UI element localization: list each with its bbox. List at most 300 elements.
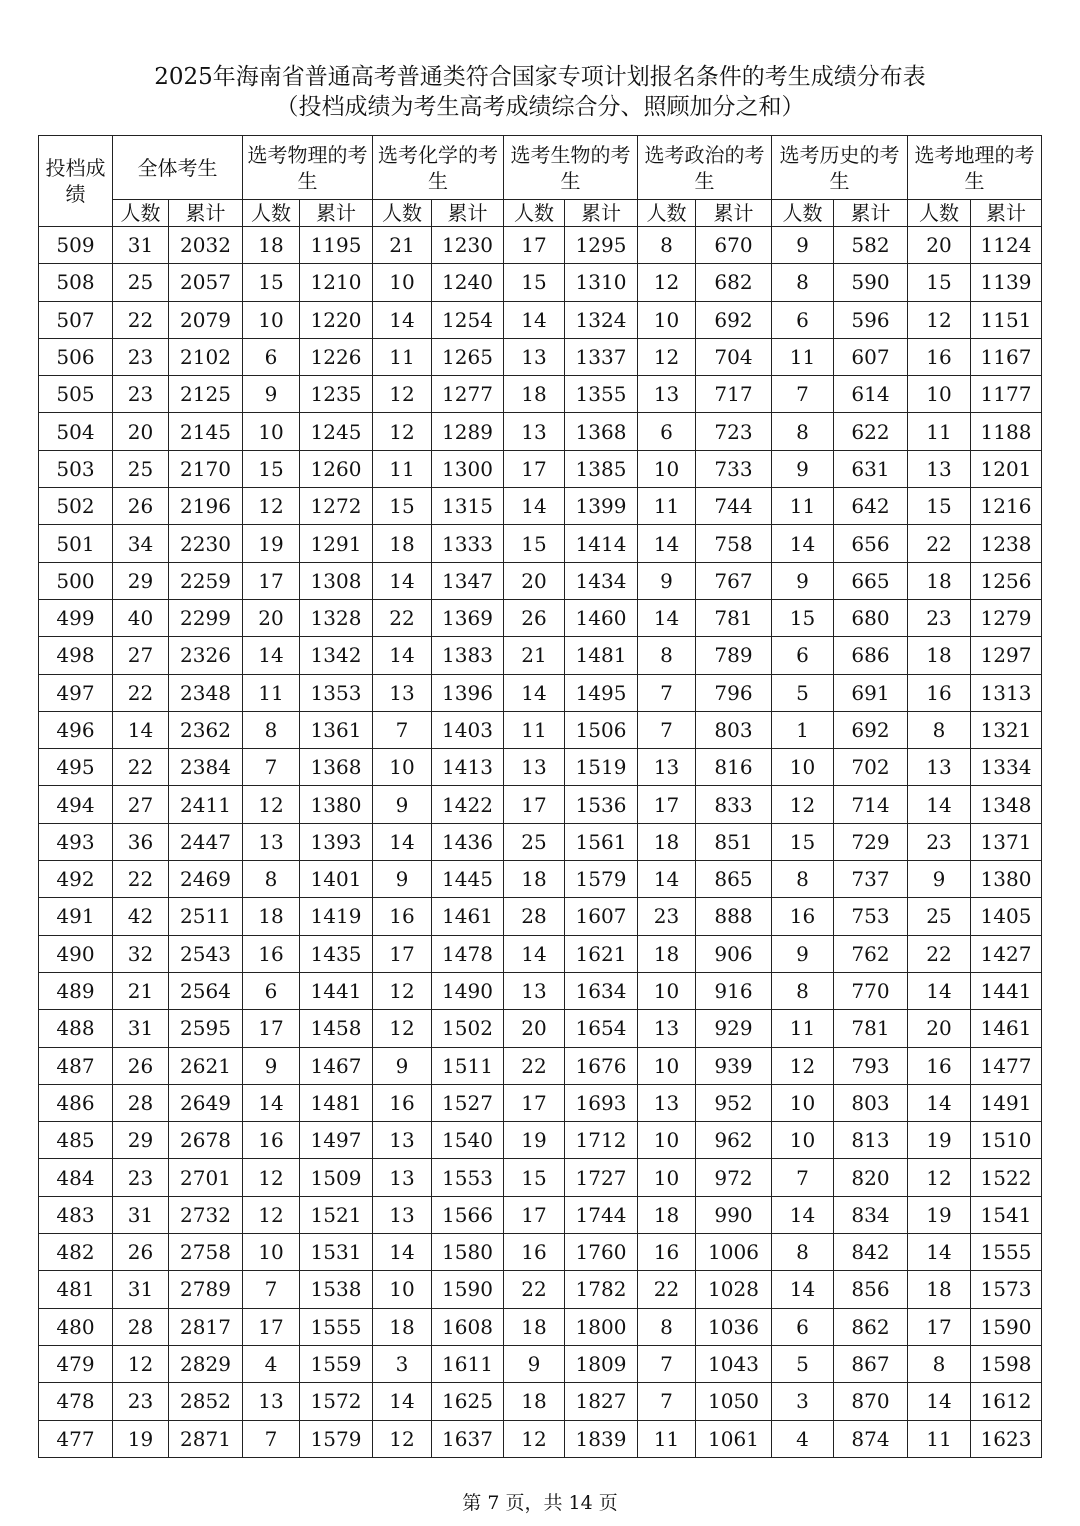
value-cell: 12 [113,1345,169,1382]
value-cell: 18 [908,637,971,674]
value-cell: 14 [504,488,565,525]
value-cell: 1240 [432,264,504,301]
value-cell: 10 [638,1159,696,1196]
value-cell: 18 [504,861,565,898]
score-cell: 477 [39,1420,113,1457]
value-cell: 8 [772,972,834,1009]
value-cell: 614 [834,376,908,413]
value-cell: 2196 [169,488,243,525]
value-cell: 14 [373,1383,432,1420]
value-cell: 14 [908,1084,971,1121]
value-cell: 744 [696,488,772,525]
score-cell: 486 [39,1084,113,1121]
value-cell: 7 [638,711,696,748]
score-cell: 478 [39,1383,113,1420]
value-cell: 23 [113,1383,169,1420]
value-cell: 12 [638,264,696,301]
value-cell: 1436 [432,823,504,860]
value-cell: 1315 [432,488,504,525]
value-cell: 2543 [169,935,243,972]
value-cell: 692 [834,711,908,748]
value-cell: 1342 [300,637,373,674]
value-cell: 906 [696,935,772,972]
value-cell: 9 [772,227,834,264]
value-cell: 8 [772,861,834,898]
value-cell: 1124 [971,227,1042,264]
value-cell: 8 [772,264,834,301]
value-cell: 1511 [432,1047,504,1084]
value-cell: 8 [638,227,696,264]
value-cell: 11 [772,488,834,525]
value-cell: 7 [243,1271,300,1308]
value-cell: 2678 [169,1122,243,1159]
value-cell: 1553 [432,1159,504,1196]
table-row [39,301,1042,338]
value-cell: 15 [908,488,971,525]
score-cell: 501 [39,525,113,562]
value-cell: 6 [772,637,834,674]
value-cell: 856 [834,1271,908,1308]
value-cell: 2125 [169,376,243,413]
value-cell: 1477 [971,1047,1042,1084]
value-cell: 1491 [971,1084,1042,1121]
value-cell: 14 [772,525,834,562]
value-cell: 1403 [432,711,504,748]
value-cell: 1611 [432,1345,504,1382]
value-cell: 8 [243,861,300,898]
value-cell: 18 [504,1308,565,1345]
value-cell: 17 [908,1308,971,1345]
value-cell: 2829 [169,1345,243,1382]
value-cell: 2621 [169,1047,243,1084]
score-cell: 481 [39,1271,113,1308]
score-cell: 489 [39,972,113,1009]
header-score: 投档成绩 [39,136,113,227]
value-cell: 11 [373,450,432,487]
value-cell: 1458 [300,1010,373,1047]
value-cell: 767 [696,562,772,599]
value-cell: 1308 [300,562,373,599]
value-cell: 1399 [565,488,638,525]
value-cell: 18 [638,823,696,860]
table-row [39,935,1042,972]
value-cell: 1555 [971,1234,1042,1271]
value-cell: 781 [834,1010,908,1047]
value-cell: 1478 [432,935,504,972]
value-cell: 22 [504,1047,565,1084]
value-cell: 15 [504,525,565,562]
value-cell: 15 [243,264,300,301]
value-cell: 642 [834,488,908,525]
value-cell: 1540 [432,1122,504,1159]
score-cell: 485 [39,1122,113,1159]
value-cell: 13 [638,749,696,786]
value-cell: 16 [373,1084,432,1121]
value-cell: 13 [243,1383,300,1420]
value-cell: 1782 [565,1271,638,1308]
value-cell: 9 [243,376,300,413]
value-cell: 18 [638,1196,696,1233]
value-cell: 12 [243,488,300,525]
value-cell: 1573 [971,1271,1042,1308]
value-cell: 14 [504,301,565,338]
value-cell: 17 [504,1196,565,1233]
value-cell: 8 [638,637,696,674]
value-cell: 12 [908,301,971,338]
value-cell: 686 [834,637,908,674]
page-title: 2025年海南省普通高考普通类符合国家专项计划报名条件的考生成绩分布表 [154,64,926,90]
value-cell: 17 [504,786,565,823]
value-cell: 22 [638,1271,696,1308]
value-cell: 15 [908,264,971,301]
value-cell: 1579 [300,1420,373,1457]
value-cell: 1310 [565,264,638,301]
value-cell: 23 [113,338,169,375]
value-cell: 10 [373,749,432,786]
value-cell: 16 [908,1047,971,1084]
value-cell: 17 [638,786,696,823]
value-cell: 2299 [169,599,243,636]
value-cell: 753 [834,898,908,935]
score-cell: 500 [39,562,113,599]
value-cell: 2871 [169,1420,243,1457]
value-cell: 21 [373,227,432,264]
table-row [39,1122,1042,1159]
value-cell: 11 [638,1420,696,1457]
value-cell: 13 [243,823,300,860]
header-group: 选考物理的考生 [243,136,373,200]
value-cell: 680 [834,599,908,636]
value-cell: 11 [772,338,834,375]
value-cell: 3 [772,1383,834,1420]
value-cell: 1654 [565,1010,638,1047]
value-cell: 1441 [300,972,373,1009]
value-cell: 13 [638,376,696,413]
table-row [39,264,1042,301]
value-cell: 1612 [971,1383,1042,1420]
table-row [39,749,1042,786]
value-cell: 22 [113,674,169,711]
value-cell: 590 [834,264,908,301]
value-cell: 23 [113,1159,169,1196]
value-cell: 14 [638,525,696,562]
value-cell: 691 [834,674,908,711]
value-cell: 2411 [169,786,243,823]
value-cell: 1712 [565,1122,638,1159]
header-group: 选考历史的考生 [772,136,908,200]
value-cell: 10 [243,301,300,338]
value-cell: 1188 [971,413,1042,450]
table-row [39,861,1042,898]
value-cell: 1561 [565,823,638,860]
value-cell: 939 [696,1047,772,1084]
value-cell: 1279 [971,599,1042,636]
table-row [39,1196,1042,1233]
value-cell: 607 [834,338,908,375]
value-cell: 27 [113,637,169,674]
value-cell: 17 [504,450,565,487]
value-cell: 16 [772,898,834,935]
value-cell: 1348 [971,786,1042,823]
value-cell: 2649 [169,1084,243,1121]
value-cell: 16 [243,935,300,972]
value-cell: 1265 [432,338,504,375]
value-cell: 1050 [696,1383,772,1420]
header-cumulative: 累计 [971,200,1042,227]
value-cell: 2230 [169,525,243,562]
value-cell: 1414 [565,525,638,562]
value-cell: 851 [696,823,772,860]
value-cell: 6 [243,338,300,375]
value-cell: 670 [696,227,772,264]
score-cell: 483 [39,1196,113,1233]
value-cell: 15 [772,599,834,636]
value-cell: 1490 [432,972,504,1009]
value-cell: 1235 [300,376,373,413]
value-cell: 12 [373,1420,432,1457]
value-cell: 737 [834,861,908,898]
header-cumulative: 累计 [565,200,638,227]
value-cell: 17 [243,562,300,599]
value-cell: 8 [243,711,300,748]
table-row [39,376,1042,413]
value-cell: 11 [772,1010,834,1047]
value-cell: 1295 [565,227,638,264]
value-cell: 17 [373,935,432,972]
value-cell: 13 [638,1010,696,1047]
value-cell: 29 [113,562,169,599]
score-cell: 493 [39,823,113,860]
value-cell: 1625 [432,1383,504,1420]
value-cell: 22 [373,599,432,636]
value-cell: 9 [908,861,971,898]
value-cell: 1361 [300,711,373,748]
value-cell: 962 [696,1122,772,1159]
value-cell: 1495 [565,674,638,711]
value-cell: 28 [113,1308,169,1345]
score-cell: 480 [39,1308,113,1345]
value-cell: 2079 [169,301,243,338]
score-cell: 484 [39,1159,113,1196]
value-cell: 10 [638,972,696,1009]
value-cell: 1497 [300,1122,373,1159]
page-footer: 第 7 页，共 14 页 [462,1492,618,1514]
value-cell: 14 [908,972,971,1009]
header-cumulative: 累计 [432,200,504,227]
value-cell: 972 [696,1159,772,1196]
value-cell: 3 [373,1345,432,1382]
value-cell: 20 [908,1010,971,1047]
value-cell: 1727 [565,1159,638,1196]
score-cell: 505 [39,376,113,413]
value-cell: 1 [772,711,834,748]
table-row [39,562,1042,599]
value-cell: 2326 [169,637,243,674]
value-cell: 40 [113,599,169,636]
value-cell: 1590 [971,1308,1042,1345]
value-cell: 1809 [565,1345,638,1382]
value-cell: 9 [772,935,834,972]
header-cumulative: 累计 [696,200,772,227]
value-cell: 13 [908,450,971,487]
value-cell: 1422 [432,786,504,823]
value-cell: 1531 [300,1234,373,1271]
value-cell: 1396 [432,674,504,711]
value-cell: 16 [373,898,432,935]
header-count: 人数 [243,200,300,227]
value-cell: 13 [504,413,565,450]
header-group: 选考化学的考生 [373,136,504,200]
value-cell: 20 [908,227,971,264]
value-cell: 12 [243,1196,300,1233]
value-cell: 10 [638,1122,696,1159]
header-count: 人数 [113,200,169,227]
value-cell: 762 [834,935,908,972]
value-cell: 25 [113,450,169,487]
value-cell: 1502 [432,1010,504,1047]
value-cell: 1385 [565,450,638,487]
value-cell: 14 [908,1234,971,1271]
value-cell: 19 [113,1420,169,1457]
value-cell: 596 [834,301,908,338]
value-cell: 1036 [696,1308,772,1345]
table-row [39,1345,1042,1382]
value-cell: 13 [373,674,432,711]
value-cell: 15 [772,823,834,860]
value-cell: 1393 [300,823,373,860]
table-row [39,525,1042,562]
value-cell: 14 [243,1084,300,1121]
table-row [39,338,1042,375]
value-cell: 11 [243,674,300,711]
value-cell: 1321 [971,711,1042,748]
value-cell: 8 [772,413,834,450]
header-count: 人数 [504,200,565,227]
value-cell: 6 [772,301,834,338]
score-cell: 504 [39,413,113,450]
header-count: 人数 [638,200,696,227]
value-cell: 704 [696,338,772,375]
header-count: 人数 [908,200,971,227]
value-cell: 1277 [432,376,504,413]
value-cell: 2447 [169,823,243,860]
value-cell: 5 [772,674,834,711]
value-cell: 22 [113,749,169,786]
value-cell: 1566 [432,1196,504,1233]
header-count: 人数 [373,200,432,227]
table-row [39,898,1042,935]
value-cell: 1467 [300,1047,373,1084]
value-cell: 1289 [432,413,504,450]
value-cell: 16 [908,674,971,711]
value-cell: 23 [113,376,169,413]
value-cell: 1800 [565,1308,638,1345]
score-cell: 494 [39,786,113,823]
value-cell: 14 [908,786,971,823]
score-cell: 499 [39,599,113,636]
value-cell: 18 [908,562,971,599]
value-cell: 9 [772,562,834,599]
table-row [39,1271,1042,1308]
value-cell: 1445 [432,861,504,898]
value-cell: 29 [113,1122,169,1159]
value-cell: 1413 [432,749,504,786]
value-cell: 1434 [565,562,638,599]
value-cell: 11 [908,1420,971,1457]
value-cell: 1481 [300,1084,373,1121]
value-cell: 17 [504,1084,565,1121]
value-cell: 14 [243,637,300,674]
value-cell: 10 [772,749,834,786]
value-cell: 16 [908,338,971,375]
table-row [39,1308,1042,1345]
value-cell: 1419 [300,898,373,935]
value-cell: 14 [373,1234,432,1271]
value-cell: 1435 [300,935,373,972]
value-cell: 27 [113,786,169,823]
value-cell: 8 [908,1345,971,1382]
score-cell: 497 [39,674,113,711]
value-cell: 28 [504,898,565,935]
value-cell: 1522 [971,1159,1042,1196]
value-cell: 2732 [169,1196,243,1233]
table-body [39,227,1042,1458]
value-cell: 7 [638,1345,696,1382]
value-cell: 1151 [971,301,1042,338]
value-cell: 9 [504,1345,565,1382]
header-group: 选考生物的考生 [504,136,638,200]
value-cell: 758 [696,525,772,562]
value-cell: 17 [504,227,565,264]
value-cell: 1226 [300,338,373,375]
value-cell: 15 [373,488,432,525]
value-cell: 1555 [300,1308,373,1345]
value-cell: 1623 [971,1420,1042,1457]
value-cell: 1538 [300,1271,373,1308]
value-cell: 1313 [971,674,1042,711]
table-row [39,786,1042,823]
value-cell: 1368 [300,749,373,786]
value-cell: 1441 [971,972,1042,1009]
value-cell: 1536 [565,786,638,823]
value-cell: 793 [834,1047,908,1084]
value-cell: 14 [504,674,565,711]
score-distribution-table [38,135,1042,1458]
value-cell: 2789 [169,1271,243,1308]
value-cell: 833 [696,786,772,823]
value-cell: 1405 [971,898,1042,935]
value-cell: 952 [696,1084,772,1121]
value-cell: 1598 [971,1345,1042,1382]
value-cell: 2259 [169,562,243,599]
value-cell: 10 [243,1234,300,1271]
value-cell: 2469 [169,861,243,898]
value-cell: 813 [834,1122,908,1159]
value-cell: 729 [834,823,908,860]
value-cell: 1333 [432,525,504,562]
table-row [39,1234,1042,1271]
value-cell: 22 [113,861,169,898]
value-cell: 1590 [432,1271,504,1308]
table-row [39,674,1042,711]
value-cell: 14 [908,1383,971,1420]
value-cell: 14 [504,935,565,972]
header-group: 全体考生 [113,136,243,200]
value-cell: 1380 [300,786,373,823]
value-cell: 12 [504,1420,565,1457]
value-cell: 1210 [300,264,373,301]
value-cell: 874 [834,1420,908,1457]
